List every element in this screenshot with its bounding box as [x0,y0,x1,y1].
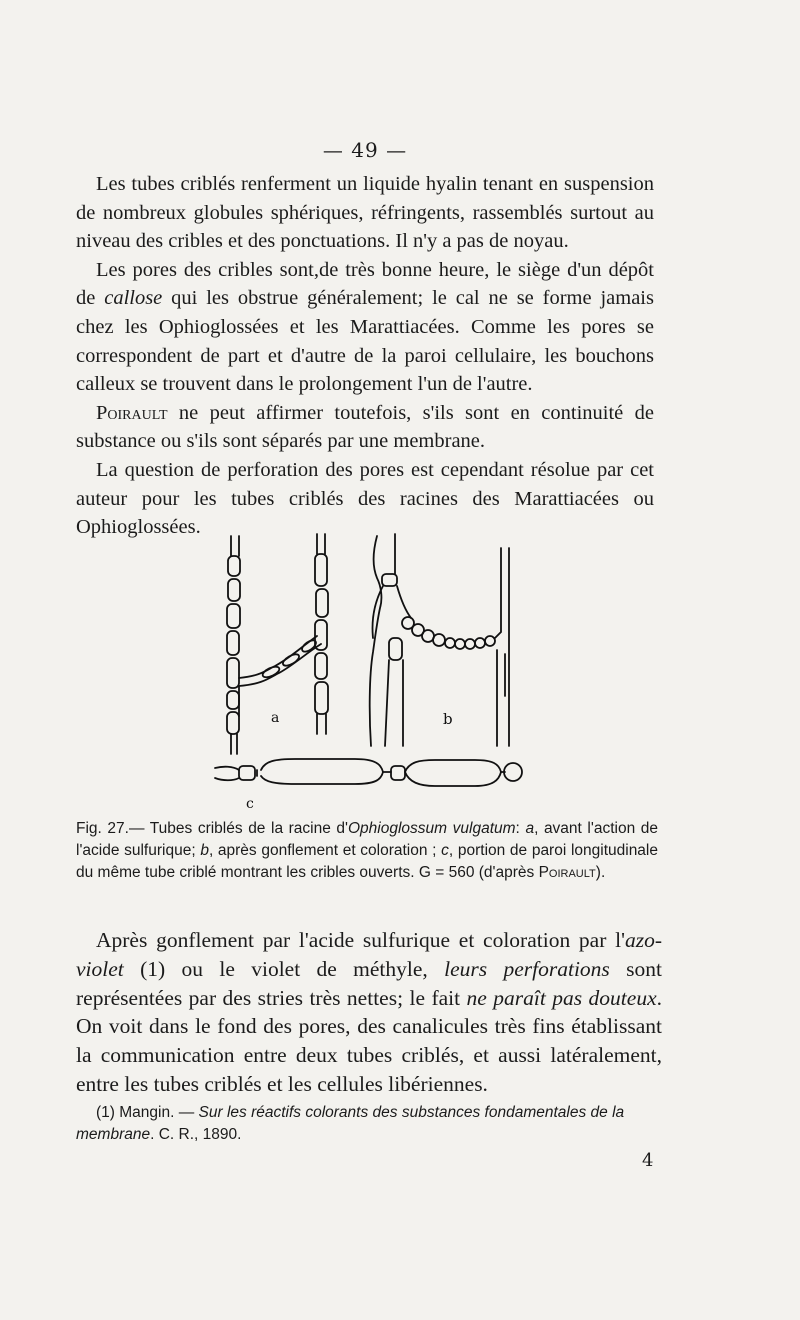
tube-a-right [315,534,328,734]
bottom-text-block [76,926,662,1099]
paragraph: Poirault ne peut affirmer toutefois, s'ils sont en continuité de substance ou s'ils sont séparés par une membrane. [76,401,654,453]
tube-c [215,759,522,786]
figure-27 [205,526,535,816]
author-name: Poirault [538,864,596,881]
page-number: — 49 — [322,138,408,162]
figure-label-c: c [246,796,254,812]
footnote: (1) Mangin. — Sur les réactifs colorants des substances fondamentales de la membrane. C. R., 1890. [76,1104,625,1143]
signature-mark: 4 [642,1150,654,1171]
author-name: Poirault [96,401,168,424]
figure-label: Fig. 27.— [76,820,145,837]
emphasis: callose [104,287,163,310]
footnote-number: (1) [96,1104,115,1121]
tube-a-junction [239,636,321,716]
footnote-title: Sur les réactifs colorants des substances fondamentales de la membrane [76,1104,625,1143]
figure-label-a: a [271,710,280,726]
paragraph: La question de perforation des pores est cependant résolue par cet auteur pour les tubes criblés des racines des Marattiacées ou Ophioglossées. [76,458,654,539]
paragraph: Les tubes criblés renferment un liquide hyalin tenant en suspension de nombreux globules sphériques, réfringents, rassemblés surtout au niveau des cribles et des ponctuations. Il n'y a pas de noyau. [76,173,654,253]
figure-label-b: b [443,710,453,728]
top-text-block [76,170,654,542]
species-name: Ophioglossum vulgatum [348,820,516,837]
tube-a-left [227,536,240,754]
tube-b [370,534,509,746]
figure-caption: Fig. 27.— Tubes criblés de la racine d'Ophioglossum vulgatum: a, avant l'action de l'acide sulfurique; b, après gonflement et coloration ; c, portion de paroi longitudinale du même tube criblé montrant les cribles ouverts. G = 560 (d'après Poirault). [76,820,658,881]
paragraph: Les pores des cribles sont,de très bonne heure, le siège d'un dépôt de callose qui les obstrue généralement; le cal ne se forme jamais chez les Ophioglossées et les Marattiacées. Comme les pores se correspondent de part et d'autre de la paroi cellulaire, les bouchons calleux se trouvent dans le prolongement l'un de l'autre. [76,258,654,396]
paragraph: Après gonflement par l'acide sulfurique et coloration par l'azo-violet (1) ou le violet de méthyle, leurs perforations sont représentées par des stries très nettes; le fait ne paraît pas douteux. On voit dans le fond des pores, des canalicules très fins établissant la communication entre deux tubes criblés, et aussi latéralement, entre les tubes criblés et les cellules libériennes. [76,928,662,1096]
